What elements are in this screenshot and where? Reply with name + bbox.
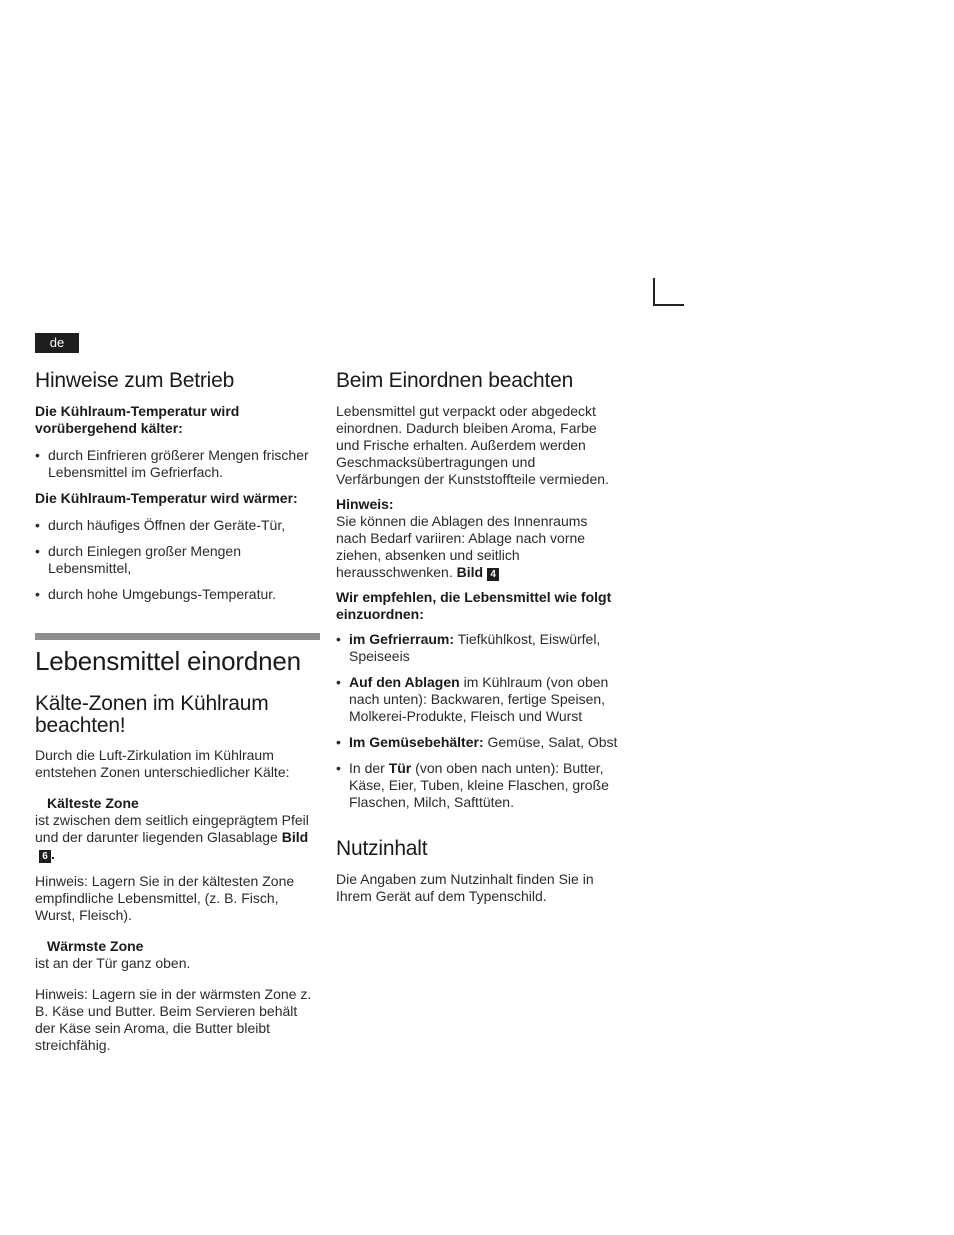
- list-item: [336, 734, 621, 751]
- right-column: [336, 368, 621, 905]
- hint-label: Hinweis:: [336, 496, 394, 512]
- hint-description: Sie können die Ablagen des Innenraums nach Bedarf variiren: Ablage nach vorne ziehen, absenken und seitlich herausschwenken.: [336, 513, 588, 580]
- item-label: Im Gemüsebehälter:: [349, 734, 484, 750]
- figure-reference: Bild: [281, 829, 309, 845]
- recommend-intro: Wir empfehlen, die Lebensmittel wie folgt einzuordnen:: [336, 589, 612, 622]
- coldest-zone-hint: Hinweis: Lagern Sie in der kältesten Zone empfindliche Lebensmittel, (z. B. Fisch, Wurst, Fleisch).: [35, 873, 295, 923]
- item-text: im Kühlraum (von oben nach unten): Backwaren, fertige Speisen, Molkerei-Produkte, Fleisch und Wurst: [349, 674, 609, 724]
- list-item: [336, 760, 621, 811]
- section-divider: [35, 633, 320, 640]
- period: .: [51, 846, 55, 862]
- warmest-zone-hint: Hinweis: Lagern sie in der wärmsten Zone z. B. Käse und Butter. Beim Servieren behält der Käse sein Aroma, die Butter bleibt streichfähig.: [35, 986, 312, 1053]
- zones-intro: Durch die Luft-Zirkulation im Kühlraum entstehen Zonen unterschiedlicher Kälte:: [35, 747, 290, 780]
- warmest-zone-text: ist an der Tür ganz oben.: [35, 955, 191, 971]
- heading-cold-zones: Kälte-Zonen im Kühlraum beachten!: [35, 692, 269, 737]
- hint-text: [336, 513, 621, 581]
- item-label: Tür: [388, 760, 412, 776]
- figure-number-badge: 4: [487, 568, 499, 581]
- coldest-zone-text: [35, 812, 320, 863]
- list-item: • durch hohe Umgebungs-Temperatur.: [35, 586, 320, 603]
- item-text: (von oben nach unten): Butter, Käse, Eier, Tuben, kleine Flaschen, große Flaschen, Milch, Safttüten.: [349, 760, 609, 810]
- heading-operation-notes: Hinweise zum Betrieb: [35, 369, 235, 392]
- crop-mark: [653, 278, 655, 306]
- heading-capacity: Nutzinhalt: [336, 837, 428, 860]
- item-text: Gemüse, Salat, Obst: [483, 734, 618, 750]
- figure-number-badge: 6: [39, 850, 51, 863]
- language-badge: de: [35, 333, 79, 353]
- warmer-list: [35, 517, 320, 603]
- coldest-zone-description: ist zwischen dem seitlich eingeprägtem Pfeil und der darunter liegenden Glasablage: [35, 812, 309, 845]
- heading-storage-notes: Beim Einordnen beachten: [336, 369, 574, 392]
- item-label: im Gefrierraum:: [349, 631, 455, 647]
- capacity-text: Die Angaben zum Nutzinhalt finden Sie in Ihrem Gerät auf dem Typenschild.: [336, 871, 594, 904]
- figure-reference: Bild: [456, 564, 484, 580]
- section-title: Lebensmittel einordnen: [35, 646, 301, 676]
- list-item: [336, 631, 621, 665]
- recommend-list: [336, 631, 621, 811]
- storage-paragraph: Lebensmittel gut verpackt oder abgedeckt einordnen. Dadurch bleiben Aroma, Farbe und Frische erhalten. Außerdem werden Geschmacksübertragungen und Verfärbungen der Kunststoffteile vermieden.: [336, 403, 609, 487]
- item-label: Auf den Ablagen: [349, 674, 460, 690]
- list-item: • durch häufiges Öffnen der Geräte-Tür,: [35, 517, 320, 534]
- left-column: [35, 368, 320, 1054]
- coldest-zone-label: Kälteste Zone: [47, 795, 139, 811]
- colder-intro: Die Kühlraum-Temperatur wird vorübergehend kälter:: [35, 403, 240, 436]
- item-prefix: In der: [349, 760, 389, 776]
- list-item: • durch Einfrieren größerer Mengen frischer Lebensmittel im Gefrierfach.: [35, 447, 320, 481]
- warmer-intro: Die Kühlraum-Temperatur wird wärmer:: [35, 490, 298, 506]
- colder-list: [35, 447, 320, 481]
- list-item: • durch Einlegen großer Mengen Lebensmittel,: [35, 543, 320, 577]
- warmest-zone-label: Wärmste Zone: [47, 938, 144, 954]
- crop-mark: [653, 304, 684, 306]
- list-item: [336, 674, 621, 725]
- item-text: Tiefkühlkost, Eiswürfel, Speiseeis: [349, 631, 601, 664]
